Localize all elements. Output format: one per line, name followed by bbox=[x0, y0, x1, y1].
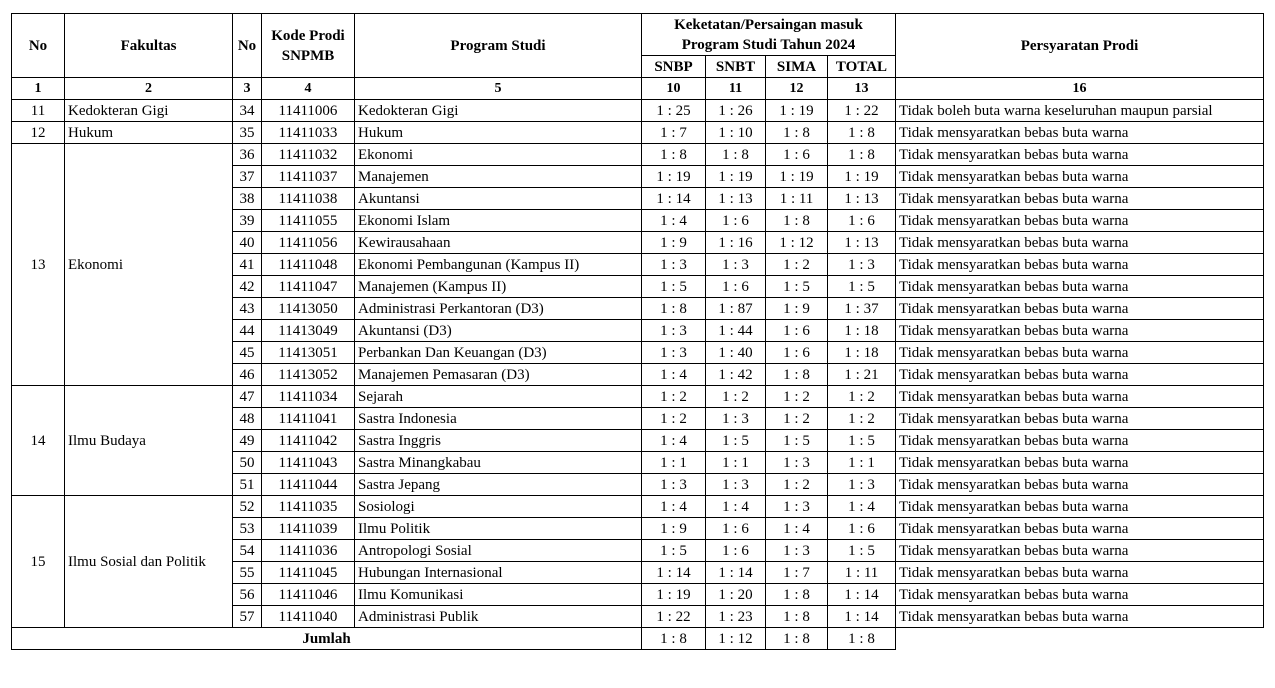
total-cell: 1 : 18 bbox=[828, 320, 896, 342]
sima-cell: 1 : 7 bbox=[766, 562, 828, 584]
faculty-no-cell: 11 bbox=[12, 100, 65, 122]
program-studi-cell: Ekonomi Islam bbox=[355, 210, 642, 232]
total-cell: 1 : 18 bbox=[828, 342, 896, 364]
snbp-cell: 1 : 2 bbox=[642, 386, 706, 408]
snbp-cell: 1 : 5 bbox=[642, 276, 706, 298]
snbt-cell: 1 : 40 bbox=[706, 342, 766, 364]
snbt-cell: 1 : 87 bbox=[706, 298, 766, 320]
index-cell: 5 bbox=[355, 78, 642, 100]
kode-prodi-cell: 11411047 bbox=[262, 276, 355, 298]
index-cell: 13 bbox=[828, 78, 896, 100]
kode-prodi-cell: 11411044 bbox=[262, 474, 355, 496]
total-cell: 1 : 6 bbox=[828, 518, 896, 540]
kode-prodi-cell: 11411043 bbox=[262, 452, 355, 474]
header-fakultas: Fakultas bbox=[65, 14, 233, 78]
snbp-cell: 1 : 14 bbox=[642, 562, 706, 584]
prodi-no-cell: 51 bbox=[233, 474, 262, 496]
persyaratan-cell: Tidak mensyaratkan bebas buta warna bbox=[896, 408, 1264, 430]
snbp-cell: 1 : 7 bbox=[642, 122, 706, 144]
program-studi-cell: Hukum bbox=[355, 122, 642, 144]
program-studi-cell: Kedokteran Gigi bbox=[355, 100, 642, 122]
total-cell: 1 : 3 bbox=[828, 254, 896, 276]
snbt-cell: 1 : 6 bbox=[706, 210, 766, 232]
prodi-no-cell: 56 bbox=[233, 584, 262, 606]
program-studi-cell: Ilmu Politik bbox=[355, 518, 642, 540]
persyaratan-cell: Tidak boleh buta warna keseluruhan maupun parsial bbox=[896, 100, 1264, 122]
total-cell: 1 : 6 bbox=[828, 210, 896, 232]
program-studi-cell: Sejarah bbox=[355, 386, 642, 408]
prodi-no-cell: 39 bbox=[233, 210, 262, 232]
total-cell: 1 : 5 bbox=[828, 276, 896, 298]
footer-label: Jumlah bbox=[12, 628, 642, 650]
header-keketatan-line1: Keketatan/Persaingan masuk bbox=[674, 16, 863, 33]
snbt-cell: 1 : 6 bbox=[706, 276, 766, 298]
persyaratan-cell: Tidak mensyaratkan bebas buta warna bbox=[896, 540, 1264, 562]
header-kode-line2: SNPMB bbox=[281, 47, 335, 64]
sima-cell: 1 : 2 bbox=[766, 386, 828, 408]
kode-prodi-cell: 11411006 bbox=[262, 100, 355, 122]
table-row bbox=[12, 386, 1264, 408]
total-cell: 1 : 1 bbox=[828, 452, 896, 474]
program-studi-cell: Ekonomi Pembangunan (Kampus II) bbox=[355, 254, 642, 276]
sima-cell: 1 : 6 bbox=[766, 320, 828, 342]
snbp-cell: 1 : 19 bbox=[642, 584, 706, 606]
kode-prodi-cell: 11411032 bbox=[262, 144, 355, 166]
header-program-studi: Program Studi bbox=[355, 14, 642, 78]
sima-cell: 1 : 2 bbox=[766, 474, 828, 496]
kode-prodi-cell: 11411045 bbox=[262, 562, 355, 584]
prodi-no-cell: 53 bbox=[233, 518, 262, 540]
faculty-no-cell: 15 bbox=[12, 496, 65, 628]
prodi-no-cell: 41 bbox=[233, 254, 262, 276]
persyaratan-cell: Tidak mensyaratkan bebas buta warna bbox=[896, 496, 1264, 518]
sima-cell: 1 : 6 bbox=[766, 144, 828, 166]
persyaratan-cell: Tidak mensyaratkan bebas buta warna bbox=[896, 452, 1264, 474]
index-cell: 12 bbox=[766, 78, 828, 100]
kode-prodi-cell: 11411041 bbox=[262, 408, 355, 430]
persyaratan-cell: Tidak mensyaratkan bebas buta warna bbox=[896, 606, 1264, 628]
program-studi-cell: Sastra Indonesia bbox=[355, 408, 642, 430]
faculty-name-cell: Kedokteran Gigi bbox=[65, 100, 233, 122]
program-studi-cell: Administrasi Perkantoran (D3) bbox=[355, 298, 642, 320]
kode-prodi-cell: 11411034 bbox=[262, 386, 355, 408]
persyaratan-cell: Tidak mensyaratkan bebas buta warna bbox=[896, 254, 1264, 276]
header-kode-line1: Kode Prodi bbox=[271, 27, 345, 44]
faculty-no-cell: 13 bbox=[12, 144, 65, 386]
sima-cell: 1 : 3 bbox=[766, 452, 828, 474]
snbp-cell: 1 : 3 bbox=[642, 320, 706, 342]
kode-prodi-cell: 11411035 bbox=[262, 496, 355, 518]
sima-cell: 1 : 19 bbox=[766, 166, 828, 188]
prodi-no-cell: 37 bbox=[233, 166, 262, 188]
snbp-cell: 1 : 4 bbox=[642, 496, 706, 518]
total-cell: 1 : 14 bbox=[828, 584, 896, 606]
index-cell: 2 bbox=[65, 78, 233, 100]
program-studi-cell: Sastra Jepang bbox=[355, 474, 642, 496]
total-cell: 1 : 2 bbox=[828, 408, 896, 430]
kode-prodi-cell: 11411046 bbox=[262, 584, 355, 606]
persyaratan-cell: Tidak mensyaratkan bebas buta warna bbox=[896, 122, 1264, 144]
total-cell: 1 : 14 bbox=[828, 606, 896, 628]
snbt-cell: 1 : 3 bbox=[706, 474, 766, 496]
persyaratan-cell: Tidak mensyaratkan bebas buta warna bbox=[896, 166, 1264, 188]
prodi-no-cell: 42 bbox=[233, 276, 262, 298]
snbp-cell: 1 : 3 bbox=[642, 254, 706, 276]
program-studi-cell: Manajemen Pemasaran (D3) bbox=[355, 364, 642, 386]
kode-prodi-cell: 11411042 bbox=[262, 430, 355, 452]
header-snbt: SNBT bbox=[706, 56, 766, 78]
prodi-no-cell: 44 bbox=[233, 320, 262, 342]
kode-prodi-cell: 11411036 bbox=[262, 540, 355, 562]
table-row bbox=[12, 144, 1264, 166]
program-studi-cell: Manajemen bbox=[355, 166, 642, 188]
prodi-no-cell: 34 bbox=[233, 100, 262, 122]
faculty-name-cell: Hukum bbox=[65, 122, 233, 144]
kode-prodi-cell: 11411055 bbox=[262, 210, 355, 232]
total-cell: 1 : 13 bbox=[828, 188, 896, 210]
snbt-cell: 1 : 6 bbox=[706, 540, 766, 562]
prodi-no-cell: 45 bbox=[233, 342, 262, 364]
program-studi-cell: Administrasi Publik bbox=[355, 606, 642, 628]
snbt-cell: 1 : 1 bbox=[706, 452, 766, 474]
snbt-cell: 1 : 44 bbox=[706, 320, 766, 342]
header-sima: SIMA bbox=[766, 56, 828, 78]
prodi-no-cell: 54 bbox=[233, 540, 262, 562]
sima-cell: 1 : 3 bbox=[766, 496, 828, 518]
program-studi-cell: Ekonomi bbox=[355, 144, 642, 166]
snbt-cell: 1 : 42 bbox=[706, 364, 766, 386]
snbt-cell: 1 : 19 bbox=[706, 166, 766, 188]
header-keketatan bbox=[642, 14, 896, 56]
keketatan-table bbox=[11, 13, 1264, 650]
total-cell: 1 : 21 bbox=[828, 364, 896, 386]
index-row bbox=[12, 78, 1264, 100]
sima-cell: 1 : 3 bbox=[766, 540, 828, 562]
index-cell: 10 bbox=[642, 78, 706, 100]
sima-cell: 1 : 5 bbox=[766, 430, 828, 452]
total-cell: 1 : 5 bbox=[828, 430, 896, 452]
persyaratan-cell: Tidak mensyaratkan bebas buta warna bbox=[896, 342, 1264, 364]
sima-cell: 1 : 19 bbox=[766, 100, 828, 122]
persyaratan-cell: Tidak mensyaratkan bebas buta warna bbox=[896, 298, 1264, 320]
snbt-cell: 1 : 16 bbox=[706, 232, 766, 254]
snbt-cell: 1 : 3 bbox=[706, 408, 766, 430]
snbp-cell: 1 : 25 bbox=[642, 100, 706, 122]
program-studi-cell: Ilmu Komunikasi bbox=[355, 584, 642, 606]
program-studi-cell: Perbankan Dan Keuangan (D3) bbox=[355, 342, 642, 364]
prodi-no-cell: 55 bbox=[233, 562, 262, 584]
snbt-cell: 1 : 13 bbox=[706, 188, 766, 210]
index-cell: 16 bbox=[896, 78, 1264, 100]
kode-prodi-cell: 11411033 bbox=[262, 122, 355, 144]
kode-prodi-cell: 11411048 bbox=[262, 254, 355, 276]
prodi-no-cell: 35 bbox=[233, 122, 262, 144]
footer-sima: 1 : 8 bbox=[766, 628, 828, 650]
sima-cell: 1 : 8 bbox=[766, 122, 828, 144]
total-cell: 1 : 8 bbox=[828, 122, 896, 144]
snbp-cell: 1 : 8 bbox=[642, 298, 706, 320]
total-cell: 1 : 4 bbox=[828, 496, 896, 518]
persyaratan-cell: Tidak mensyaratkan bebas buta warna bbox=[896, 474, 1264, 496]
snbp-cell: 1 : 2 bbox=[642, 408, 706, 430]
snbp-cell: 1 : 8 bbox=[642, 144, 706, 166]
program-studi-cell: Antropologi Sosial bbox=[355, 540, 642, 562]
snbt-cell: 1 : 3 bbox=[706, 254, 766, 276]
persyaratan-cell: Tidak mensyaratkan bebas buta warna bbox=[896, 584, 1264, 606]
sima-cell: 1 : 8 bbox=[766, 364, 828, 386]
snbt-cell: 1 : 20 bbox=[706, 584, 766, 606]
sima-cell: 1 : 8 bbox=[766, 210, 828, 232]
program-studi-cell: Sastra Inggris bbox=[355, 430, 642, 452]
snbp-cell: 1 : 3 bbox=[642, 342, 706, 364]
total-cell: 1 : 19 bbox=[828, 166, 896, 188]
snbp-cell: 1 : 9 bbox=[642, 232, 706, 254]
prodi-no-cell: 57 bbox=[233, 606, 262, 628]
sima-cell: 1 : 8 bbox=[766, 584, 828, 606]
prodi-no-cell: 43 bbox=[233, 298, 262, 320]
total-cell: 1 : 2 bbox=[828, 386, 896, 408]
snbt-cell: 1 : 8 bbox=[706, 144, 766, 166]
snbt-cell: 1 : 10 bbox=[706, 122, 766, 144]
prodi-no-cell: 49 bbox=[233, 430, 262, 452]
index-cell: 4 bbox=[262, 78, 355, 100]
header-snbp: SNBP bbox=[642, 56, 706, 78]
program-studi-cell: Sastra Minangkabau bbox=[355, 452, 642, 474]
persyaratan-cell: Tidak mensyaratkan bebas buta warna bbox=[896, 188, 1264, 210]
snbt-cell: 1 : 26 bbox=[706, 100, 766, 122]
persyaratan-cell: Tidak mensyaratkan bebas buta warna bbox=[896, 562, 1264, 584]
kode-prodi-cell: 11413049 bbox=[262, 320, 355, 342]
prodi-no-cell: 50 bbox=[233, 452, 262, 474]
header-total: TOTAL bbox=[828, 56, 896, 78]
persyaratan-cell: Tidak mensyaratkan bebas buta warna bbox=[896, 386, 1264, 408]
footer-total: 1 : 8 bbox=[828, 628, 896, 650]
table-row bbox=[12, 122, 1264, 144]
header-kode-prodi bbox=[262, 14, 355, 78]
kode-prodi-cell: 11413051 bbox=[262, 342, 355, 364]
snbp-cell: 1 : 9 bbox=[642, 518, 706, 540]
snbp-cell: 1 : 3 bbox=[642, 474, 706, 496]
kode-prodi-cell: 11411038 bbox=[262, 188, 355, 210]
footer-row bbox=[12, 628, 1264, 650]
sima-cell: 1 : 11 bbox=[766, 188, 828, 210]
index-cell: 11 bbox=[706, 78, 766, 100]
program-studi-cell: Manajemen (Kampus II) bbox=[355, 276, 642, 298]
prodi-no-cell: 36 bbox=[233, 144, 262, 166]
footer-snbt: 1 : 12 bbox=[706, 628, 766, 650]
table-row bbox=[12, 100, 1264, 122]
persyaratan-cell: Tidak mensyaratkan bebas buta warna bbox=[896, 320, 1264, 342]
kode-prodi-cell: 11413052 bbox=[262, 364, 355, 386]
persyaratan-cell: Tidak mensyaratkan bebas buta warna bbox=[896, 144, 1264, 166]
snbt-cell: 1 : 2 bbox=[706, 386, 766, 408]
header-persyaratan: Persyaratan Prodi bbox=[896, 14, 1264, 78]
index-cell: 3 bbox=[233, 78, 262, 100]
snbt-cell: 1 : 5 bbox=[706, 430, 766, 452]
snbp-cell: 1 : 14 bbox=[642, 188, 706, 210]
footer-empty bbox=[896, 628, 1264, 650]
footer-snbp: 1 : 8 bbox=[642, 628, 706, 650]
prodi-no-cell: 48 bbox=[233, 408, 262, 430]
sima-cell: 1 : 2 bbox=[766, 408, 828, 430]
snbp-cell: 1 : 1 bbox=[642, 452, 706, 474]
header-no2: No bbox=[233, 14, 262, 78]
snbp-cell: 1 : 4 bbox=[642, 364, 706, 386]
total-cell: 1 : 22 bbox=[828, 100, 896, 122]
persyaratan-cell: Tidak mensyaratkan bebas buta warna bbox=[896, 430, 1264, 452]
index-cell: 1 bbox=[12, 78, 65, 100]
faculty-name-cell: Ilmu Sosial dan Politik bbox=[65, 496, 233, 628]
snbt-cell: 1 : 23 bbox=[706, 606, 766, 628]
header-keketatan-line2: Program Studi Tahun 2024 bbox=[681, 36, 856, 53]
total-cell: 1 : 5 bbox=[828, 540, 896, 562]
table-body bbox=[12, 100, 1264, 628]
persyaratan-cell: Tidak mensyaratkan bebas buta warna bbox=[896, 276, 1264, 298]
total-cell: 1 : 11 bbox=[828, 562, 896, 584]
prodi-no-cell: 38 bbox=[233, 188, 262, 210]
kode-prodi-cell: 11411039 bbox=[262, 518, 355, 540]
persyaratan-cell: Tidak mensyaratkan bebas buta warna bbox=[896, 518, 1264, 540]
program-studi-cell: Akuntansi (D3) bbox=[355, 320, 642, 342]
prodi-no-cell: 40 bbox=[233, 232, 262, 254]
total-cell: 1 : 13 bbox=[828, 232, 896, 254]
prodi-no-cell: 52 bbox=[233, 496, 262, 518]
snbp-cell: 1 : 19 bbox=[642, 166, 706, 188]
faculty-no-cell: 12 bbox=[12, 122, 65, 144]
snbp-cell: 1 : 22 bbox=[642, 606, 706, 628]
persyaratan-cell: Tidak mensyaratkan bebas buta warna bbox=[896, 364, 1264, 386]
sima-cell: 1 : 8 bbox=[766, 606, 828, 628]
faculty-name-cell: Ilmu Budaya bbox=[65, 386, 233, 496]
kode-prodi-cell: 11411056 bbox=[262, 232, 355, 254]
sima-cell: 1 : 4 bbox=[766, 518, 828, 540]
header-no: No bbox=[12, 14, 65, 78]
persyaratan-cell: Tidak mensyaratkan bebas buta warna bbox=[896, 210, 1264, 232]
faculty-no-cell: 14 bbox=[12, 386, 65, 496]
sima-cell: 1 : 9 bbox=[766, 298, 828, 320]
program-studi-cell: Akuntansi bbox=[355, 188, 642, 210]
sima-cell: 1 : 12 bbox=[766, 232, 828, 254]
snbt-cell: 1 : 4 bbox=[706, 496, 766, 518]
kode-prodi-cell: 11413050 bbox=[262, 298, 355, 320]
snbp-cell: 1 : 4 bbox=[642, 430, 706, 452]
kode-prodi-cell: 11411040 bbox=[262, 606, 355, 628]
program-studi-cell: Kewirausahaan bbox=[355, 232, 642, 254]
sima-cell: 1 : 5 bbox=[766, 276, 828, 298]
total-cell: 1 : 37 bbox=[828, 298, 896, 320]
kode-prodi-cell: 11411037 bbox=[262, 166, 355, 188]
snbt-cell: 1 : 14 bbox=[706, 562, 766, 584]
prodi-no-cell: 46 bbox=[233, 364, 262, 386]
snbp-cell: 1 : 4 bbox=[642, 210, 706, 232]
prodi-no-cell: 47 bbox=[233, 386, 262, 408]
program-studi-cell: Sosiologi bbox=[355, 496, 642, 518]
total-cell: 1 : 3 bbox=[828, 474, 896, 496]
total-cell: 1 : 8 bbox=[828, 144, 896, 166]
faculty-name-cell: Ekonomi bbox=[65, 144, 233, 386]
sima-cell: 1 : 2 bbox=[766, 254, 828, 276]
snbp-cell: 1 : 5 bbox=[642, 540, 706, 562]
persyaratan-cell: Tidak mensyaratkan bebas buta warna bbox=[896, 232, 1264, 254]
program-studi-cell: Hubungan Internasional bbox=[355, 562, 642, 584]
sima-cell: 1 : 6 bbox=[766, 342, 828, 364]
table-row bbox=[12, 496, 1264, 518]
snbt-cell: 1 : 6 bbox=[706, 518, 766, 540]
